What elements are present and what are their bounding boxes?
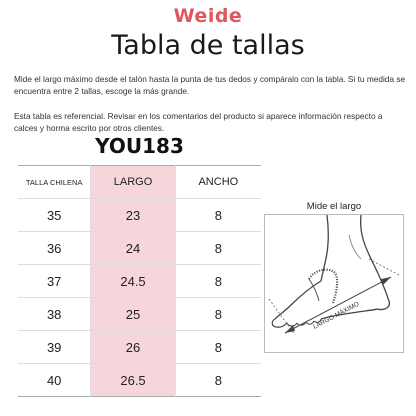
cell-largo: 26.5 xyxy=(91,364,175,397)
foot-measure-icon xyxy=(265,215,403,352)
cell-talla: 35 xyxy=(18,199,91,232)
cell-talla: 36 xyxy=(18,232,91,265)
cell-ancho: 8 xyxy=(175,232,261,265)
foot-measure-diagram xyxy=(264,214,404,353)
cell-largo: 25 xyxy=(91,298,175,331)
table-row xyxy=(18,232,261,265)
page-title: Tabla de tallas xyxy=(111,30,305,61)
cell-talla: 39 xyxy=(18,331,91,364)
cell-largo: 23 xyxy=(91,199,175,232)
table-row xyxy=(18,331,261,364)
disclaimer-paragraph: Esta tabla es referencial. Revisar en los comentarios del producto si aparece información respecto a calces y horma escrito por otros clientes. xyxy=(14,111,383,133)
cell-talla: 38 xyxy=(18,298,91,331)
cell-largo: 24 xyxy=(91,232,175,265)
cell-talla: 37 xyxy=(18,265,91,298)
cell-ancho: 8 xyxy=(175,331,261,364)
header-talla-chilena: TALLA CHILENA xyxy=(18,166,91,199)
size-table xyxy=(18,165,261,397)
table-row xyxy=(18,265,261,298)
measure-text: LARGO MÁXIMO xyxy=(312,300,361,331)
table-header-row xyxy=(18,166,261,199)
cell-ancho: 8 xyxy=(175,298,261,331)
cell-ancho: 8 xyxy=(175,199,261,232)
cell-ancho: 8 xyxy=(175,364,261,397)
header-ancho: ANCHO xyxy=(175,166,261,199)
cell-largo: 24.5 xyxy=(91,265,175,298)
model-code: YOU183 xyxy=(95,134,184,158)
table-row xyxy=(18,364,261,397)
cell-ancho: 8 xyxy=(175,265,261,298)
table-row xyxy=(18,199,261,232)
cell-talla: 40 xyxy=(18,364,91,397)
header-largo: LARGO xyxy=(91,166,175,199)
cell-largo: 26 xyxy=(91,331,175,364)
table-row xyxy=(18,298,261,331)
diagram-label: Mide el largo xyxy=(306,201,362,212)
instructions-paragraph: Mide el largo máximo desde el talón hasta la punta de tus dedos y compáralo con la tabla. Si tu medida se encuentra entre 2 tallas, escoge la más grande. xyxy=(14,74,406,96)
brand-logo: Weide xyxy=(173,5,243,27)
